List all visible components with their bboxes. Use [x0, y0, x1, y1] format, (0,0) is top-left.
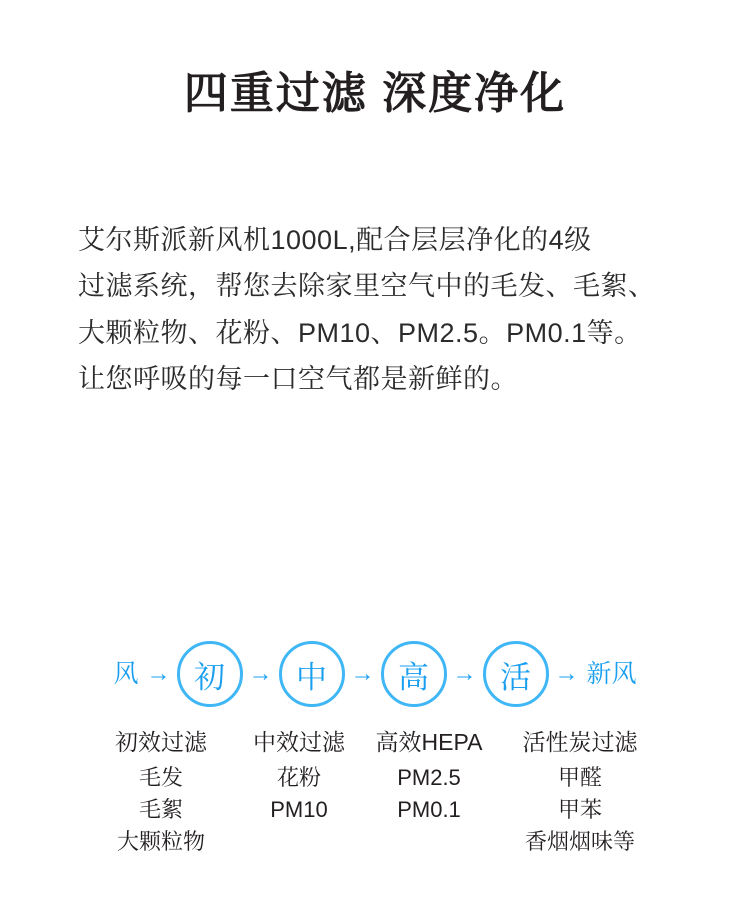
- stage-item: 大颗粒物: [116, 829, 205, 855]
- stage-title: 活性炭过滤: [522, 729, 638, 755]
- description-line-1: 艾尔斯派新风机1000L,配合层层净化的4级: [78, 224, 592, 255]
- flow-stage-badge-hepa: 高: [381, 641, 447, 707]
- stage-column-hepa: [362, 726, 496, 826]
- flow-end-label: 新风: [586, 659, 637, 688]
- filtration-stage-list: [0, 726, 750, 858]
- stage-column-medium: [236, 726, 362, 826]
- stage-item: 甲苯: [557, 797, 602, 823]
- flow-stage-badge-medium: 中: [279, 641, 345, 707]
- stage-title: 初效过滤: [115, 729, 207, 755]
- stage-item: 甲醛: [557, 765, 602, 791]
- arrow-icon: →: [146, 660, 171, 687]
- stage-item: PM10: [270, 797, 328, 823]
- stage-column-carbon: [496, 726, 664, 858]
- stage-column-primary: [86, 726, 236, 858]
- stage-item: PM2.5: [397, 765, 461, 791]
- stage-title: 高效HEPA: [375, 729, 483, 755]
- page-title: 四重过滤 深度净化: [183, 69, 567, 118]
- stage-title: 中效过滤: [253, 729, 345, 755]
- stage-item: 毛絮: [138, 797, 183, 823]
- stage-item: 香烟烟味等: [524, 829, 635, 855]
- stage-item: PM0.1: [397, 797, 461, 823]
- arrow-icon: →: [452, 660, 477, 687]
- flow-stage-badge-primary: 初: [177, 641, 243, 707]
- flow-stage-badge-carbon: 活: [483, 641, 549, 707]
- description-line-4: 让您呼吸的每一口空气都是新鲜的。: [78, 364, 518, 395]
- product-feature-page: [0, 68, 750, 918]
- arrow-icon: →: [554, 660, 579, 687]
- description-line-3: 大颗粒物、花粉、PM10、PM2.5。PM0.1等。: [78, 317, 642, 348]
- arrow-icon: →: [350, 660, 375, 687]
- flow-start-label: 风: [113, 659, 139, 688]
- arrow-icon: →: [248, 660, 273, 687]
- filtration-flow-diagram: [0, 624, 750, 724]
- stage-item: 毛发: [138, 765, 183, 791]
- stage-item: 花粉: [276, 765, 321, 791]
- description-paragraph: [0, 217, 750, 403]
- description-line-2: 过滤系统，帮您去除家里空气中的毛发、毛絮、: [78, 271, 656, 302]
